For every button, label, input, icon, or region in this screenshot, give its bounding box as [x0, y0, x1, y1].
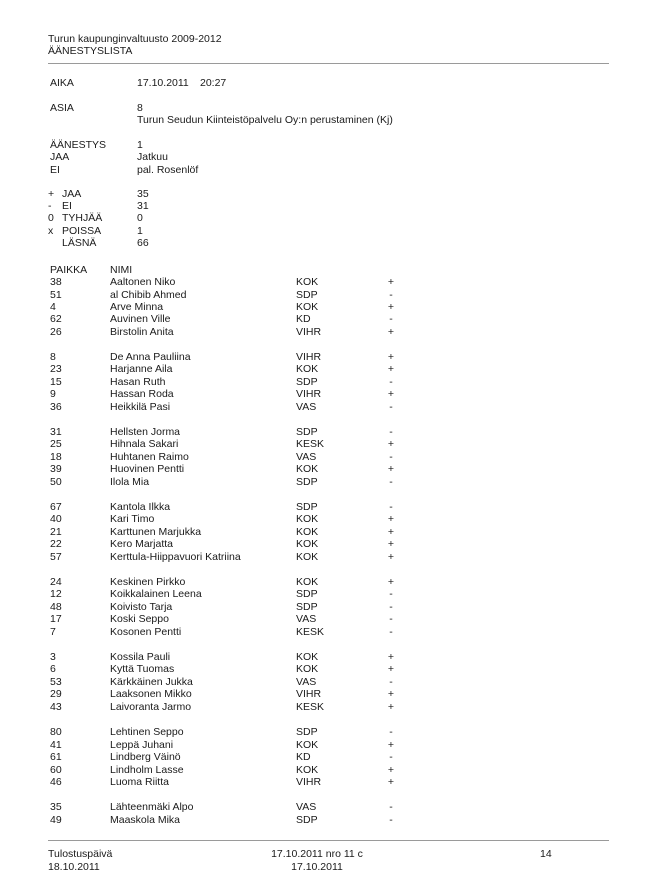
row-name: Kossila Pauli: [110, 651, 171, 663]
aanestys-number: 1: [137, 139, 143, 151]
row-party: VAS: [296, 401, 317, 413]
row-party: KESK: [296, 701, 325, 713]
row-name: Huhtanen Raimo: [110, 451, 189, 463]
row-vote: +: [387, 526, 395, 538]
aika-time: 20:27: [200, 77, 227, 89]
table-row: [0, 551, 650, 564]
row-name: Kyttä Tuomas: [110, 663, 175, 675]
row-name: Harjanne Aila: [110, 363, 173, 375]
table-row: [0, 463, 650, 476]
header-divider: [48, 63, 609, 64]
row-party: KOK: [296, 764, 319, 776]
row-party: SDP: [296, 426, 318, 438]
row-vote: -: [389, 501, 393, 513]
asia-title-row: [0, 114, 650, 127]
total-label: TYHJÄÄ: [62, 212, 103, 224]
table-row: [0, 814, 650, 827]
total-value: 66: [137, 237, 149, 249]
row-place: 50: [50, 476, 62, 488]
row-party: SDP: [296, 726, 318, 738]
row-place: 18: [50, 451, 62, 463]
ei-label: EI: [50, 164, 60, 176]
jaa-row: [0, 151, 650, 164]
row-vote: +: [387, 351, 395, 363]
ei-value: pal. Rosenlöf: [137, 164, 199, 176]
row-party: VAS: [296, 801, 317, 813]
table-row: [0, 613, 650, 626]
row-place: 49: [50, 814, 62, 826]
meeting-reference: 17.10.2011 nro 11 c: [271, 848, 363, 860]
row-name: Koikkalainen Leena: [110, 588, 202, 600]
row-place: 25: [50, 438, 62, 450]
row-name: Kerttula-Hiippavuori Katriina: [110, 551, 241, 563]
table-row: [0, 726, 650, 739]
row-place: 67: [50, 501, 62, 513]
row-vote: -: [389, 313, 393, 325]
row-party: KOK: [296, 739, 319, 751]
row-vote: +: [387, 576, 395, 588]
row-vote: +: [387, 276, 395, 288]
row-party: VAS: [296, 451, 317, 463]
row-place: 22: [50, 538, 62, 550]
row-vote: +: [387, 739, 395, 751]
row-vote: -: [389, 626, 393, 638]
row-name: Karttunen Marjukka: [110, 526, 202, 538]
total-label: EI: [62, 200, 72, 212]
total-label: JAA: [62, 188, 82, 200]
row-name: Keskinen Pirkko: [110, 576, 186, 588]
total-sign: +: [48, 188, 55, 200]
row-vote: -: [389, 726, 393, 738]
row-place: 31: [50, 426, 62, 438]
row-party: KOK: [296, 513, 319, 525]
table-row: [0, 751, 650, 764]
row-name: Maaskola Mika: [110, 814, 181, 826]
column-header-name: NIMI: [110, 264, 133, 276]
row-party: KESK: [296, 438, 325, 450]
row-name: Laivoranta Jarmo: [110, 701, 192, 713]
total-sign: 0: [48, 212, 54, 224]
row-name: Laaksonen Mikko: [110, 688, 192, 700]
row-vote: -: [389, 814, 393, 826]
row-party: SDP: [296, 376, 318, 388]
row-place: 43: [50, 701, 62, 713]
row-place: 80: [50, 726, 62, 738]
row-vote: +: [387, 663, 395, 675]
asia-title: Turun Seudun Kiinteistöpalvelu Oy:n perustaminen (Kj): [137, 114, 393, 126]
row-party: SDP: [296, 476, 318, 488]
total-sign: x: [48, 225, 54, 237]
row-name: Lähteenmäki Alpo: [110, 801, 194, 813]
row-place: 23: [50, 363, 62, 375]
row-place: 4: [50, 301, 56, 313]
row-party: VAS: [296, 676, 317, 688]
row-name: Kantola Ilkka: [110, 501, 171, 513]
row-name: Leppä Juhani: [110, 739, 174, 751]
table-row: [0, 538, 650, 551]
footer-divider: [48, 840, 609, 841]
row-place: 62: [50, 313, 62, 325]
row-name: Hihnala Sakari: [110, 438, 179, 450]
asia-number: 8: [137, 102, 143, 114]
row-vote: -: [389, 401, 393, 413]
row-party: KOK: [296, 463, 319, 475]
total-sign: -: [48, 200, 52, 212]
row-party: VAS: [296, 613, 317, 625]
aika-date: 17.10.2011: [137, 77, 189, 89]
row-party: SDP: [296, 501, 318, 513]
row-name: al Chibib Ahmed: [110, 289, 187, 301]
row-vote: +: [387, 688, 395, 700]
row-vote: +: [387, 538, 395, 550]
row-place: 39: [50, 463, 62, 475]
row-vote: -: [389, 751, 393, 763]
row-place: 21: [50, 526, 62, 538]
row-vote: -: [389, 476, 393, 488]
row-vote: -: [389, 613, 393, 625]
row-vote: +: [387, 388, 395, 400]
row-vote: -: [389, 588, 393, 600]
row-vote: +: [387, 463, 395, 475]
row-party: VIHR: [296, 326, 322, 338]
row-party: VIHR: [296, 776, 322, 788]
page-number: 14: [540, 848, 552, 860]
row-name: Luoma Riitta: [110, 776, 169, 788]
total-value: 0: [137, 212, 143, 224]
print-label: Tulostuspäivä: [48, 848, 113, 860]
table-row: [0, 663, 650, 676]
asia-label: ASIA: [50, 102, 74, 114]
row-place: 48: [50, 601, 62, 613]
row-name: Koski Seppo: [110, 613, 169, 625]
row-name: Hellsten Jorma: [110, 426, 181, 438]
row-name: Auvinen Ville: [110, 313, 171, 325]
row-party: SDP: [296, 814, 318, 826]
row-name: Aaltonen Niko: [110, 276, 176, 288]
table-row: [0, 588, 650, 601]
row-name: Hasan Ruth: [110, 376, 166, 388]
row-party: KD: [296, 313, 311, 325]
row-vote: +: [387, 551, 395, 563]
row-place: 3: [50, 651, 56, 663]
row-place: 46: [50, 776, 62, 788]
row-vote: +: [387, 513, 395, 525]
row-name: Lindberg Väinö: [110, 751, 181, 763]
table-row: [0, 688, 650, 701]
row-place: 38: [50, 276, 62, 288]
table-row: [0, 401, 650, 414]
row-place: 8: [50, 351, 56, 363]
row-name: Kärkkäinen Jukka: [110, 676, 193, 688]
row-place: 26: [50, 326, 62, 338]
row-vote: +: [387, 326, 395, 338]
total-value: 35: [137, 188, 149, 200]
column-header-place: PAIKKA: [50, 264, 88, 276]
row-vote: +: [387, 764, 395, 776]
row-place: 7: [50, 626, 56, 638]
table-row: [0, 626, 650, 639]
total-row: [0, 237, 650, 250]
row-place: 61: [50, 751, 62, 763]
row-place: 24: [50, 576, 62, 588]
aika-label: AIKA: [50, 77, 74, 89]
row-place: 9: [50, 388, 56, 400]
row-name: Arve Minna: [110, 301, 164, 313]
row-party: KD: [296, 751, 311, 763]
ei-row: [0, 164, 650, 177]
row-vote: -: [389, 376, 393, 388]
jaa-value: Jatkuu: [137, 151, 168, 163]
row-party: KESK: [296, 626, 325, 638]
row-place: 40: [50, 513, 62, 525]
row-party: KOK: [296, 276, 319, 288]
row-name: Ilola Mia: [110, 476, 150, 488]
row-name: Kero Marjatta: [110, 538, 174, 550]
row-name: De Anna Pauliina: [110, 351, 191, 363]
table-row: [0, 388, 650, 401]
row-vote: -: [389, 426, 393, 438]
row-name: Hassan Roda: [110, 388, 174, 400]
row-party: KOK: [296, 526, 319, 538]
row-vote: +: [387, 301, 395, 313]
row-party: KOK: [296, 538, 319, 550]
table-row: [0, 476, 650, 489]
row-vote: -: [389, 289, 393, 301]
row-name: Heikkilä Pasi: [110, 401, 171, 413]
aanestys-label: ÄÄNESTYS: [50, 139, 107, 151]
row-vote: +: [387, 776, 395, 788]
row-place: 60: [50, 764, 62, 776]
row-party: SDP: [296, 588, 318, 600]
meeting-date: 17.10.2011: [291, 861, 343, 873]
row-place: 35: [50, 801, 62, 813]
table-row: [0, 513, 650, 526]
table-row: [0, 801, 650, 814]
total-value: 1: [137, 225, 143, 237]
row-party: VIHR: [296, 688, 322, 700]
row-vote: +: [387, 651, 395, 663]
row-place: 6: [50, 663, 56, 675]
table-row: [0, 313, 650, 326]
row-name: Kari Timo: [110, 513, 155, 525]
row-name: Kosonen Pentti: [110, 626, 182, 638]
row-vote: +: [387, 701, 395, 713]
row-name: Lehtinen Seppo: [110, 726, 184, 738]
total-row: [0, 212, 650, 225]
row-party: KOK: [296, 301, 319, 313]
row-party: KOK: [296, 576, 319, 588]
table-row: [0, 276, 650, 289]
row-place: 41: [50, 739, 62, 751]
row-vote: -: [389, 601, 393, 613]
row-place: 12: [50, 588, 62, 600]
row-party: SDP: [296, 601, 318, 613]
row-place: 51: [50, 289, 62, 301]
table-row: [0, 776, 650, 789]
row-place: 29: [50, 688, 62, 700]
row-party: VIHR: [296, 351, 322, 363]
total-value: 31: [137, 200, 149, 212]
total-label: POISSA: [62, 225, 102, 237]
row-vote: +: [387, 363, 395, 375]
row-place: 17: [50, 613, 62, 625]
row-vote: +: [387, 438, 395, 450]
row-party: SDP: [296, 289, 318, 301]
print-date: 18.10.2011: [48, 861, 100, 873]
table-row: [0, 438, 650, 451]
row-name: Birstolin Anita: [110, 326, 174, 338]
row-place: 15: [50, 376, 62, 388]
row-name: Huovinen Pentti: [110, 463, 185, 475]
row-name: Koivisto Tarja: [110, 601, 173, 613]
row-party: KOK: [296, 651, 319, 663]
table-row: [0, 701, 650, 714]
row-vote: -: [389, 451, 393, 463]
row-party: VIHR: [296, 388, 322, 400]
total-label: LÄSNÄ: [62, 237, 97, 249]
row-place: 57: [50, 551, 62, 563]
document-subtitle: ÄÄNESTYSLISTA: [48, 45, 133, 57]
row-place: 53: [50, 676, 62, 688]
table-row: [0, 326, 650, 339]
row-vote: -: [389, 676, 393, 688]
row-party: KOK: [296, 363, 319, 375]
row-vote: -: [389, 801, 393, 813]
row-place: 36: [50, 401, 62, 413]
row-party: KOK: [296, 551, 319, 563]
document-title: Turun kaupunginvaltuusto 2009-2012: [48, 33, 222, 45]
table-row: [0, 363, 650, 376]
aika-row: [0, 77, 650, 90]
row-name: Lindholm Lasse: [110, 764, 184, 776]
row-party: KOK: [296, 663, 319, 675]
jaa-label: JAA: [50, 151, 70, 163]
